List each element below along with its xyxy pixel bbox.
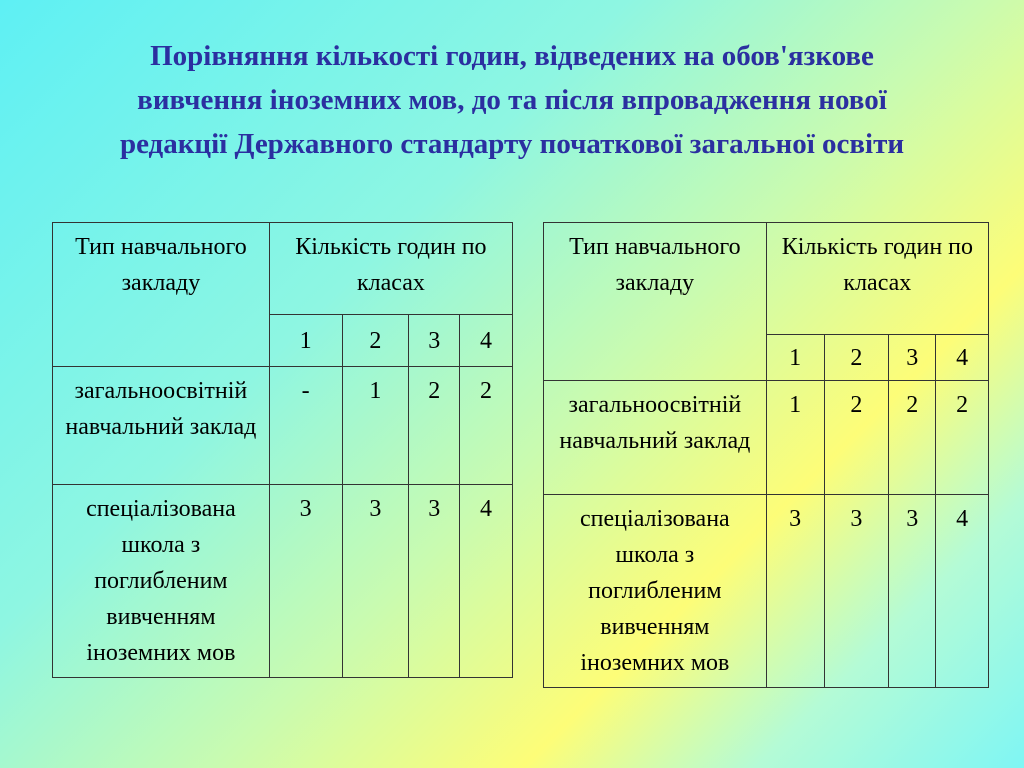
hours-cell: 3 [766,495,824,688]
institution-type-cell: загальноосвітній навчальний заклад [544,381,767,495]
title-line-2: вивчення іноземних мов, до та після впровадження нової [137,84,887,116]
hours-cell: 3 [889,495,936,688]
institution-type-cell: загальноосвітній навчальний заклад [53,367,270,485]
grade-header: 2 [342,315,409,367]
table-row [544,381,989,495]
institution-type-cell: спеціалізована школа з поглибленим вивченням іноземних мов [544,495,767,688]
grade-header: 1 [269,315,342,367]
table-after [543,222,989,688]
table-row [53,485,513,678]
hours-cell: 3 [409,485,460,678]
hours-cell: 3 [342,485,409,678]
hours-cell: 4 [936,495,989,688]
grade-header: 3 [889,335,936,381]
slide-title [20,34,1004,166]
hours-cell: 3 [824,495,889,688]
hours-cell: 2 [824,381,889,495]
grade-header: 3 [409,315,460,367]
hours-cell: 2 [409,367,460,485]
header-institution-type: Тип навчального закладу [544,223,767,381]
hours-cell: 2 [936,381,989,495]
table-row [53,367,513,485]
title-line-1: Порівняння кількості годин, відведених на обов'язкове [150,40,874,72]
hours-cell: 1 [766,381,824,495]
header-institution-type: Тип навчального закладу [53,223,270,367]
table-row [544,495,989,688]
grade-header: 4 [936,335,989,381]
title-line-3: редакції Державного стандарту початкової загальної освіти [119,128,905,160]
hours-cell: 4 [460,485,513,678]
hours-cell: - [269,367,342,485]
hours-cell: 1 [342,367,409,485]
header-hours-by-grade: Кількість годин по класах [766,223,988,335]
hours-cell: 2 [889,381,936,495]
grade-header: 4 [460,315,513,367]
hours-cell: 3 [269,485,342,678]
grade-header: 2 [824,335,889,381]
table-before [52,222,513,678]
hours-cell: 2 [460,367,513,485]
institution-type-cell: спеціалізована школа з поглибленим вивченням іноземних мов [53,485,270,678]
grade-header: 1 [766,335,824,381]
header-hours-by-grade: Кількість годин по класах [269,223,512,315]
